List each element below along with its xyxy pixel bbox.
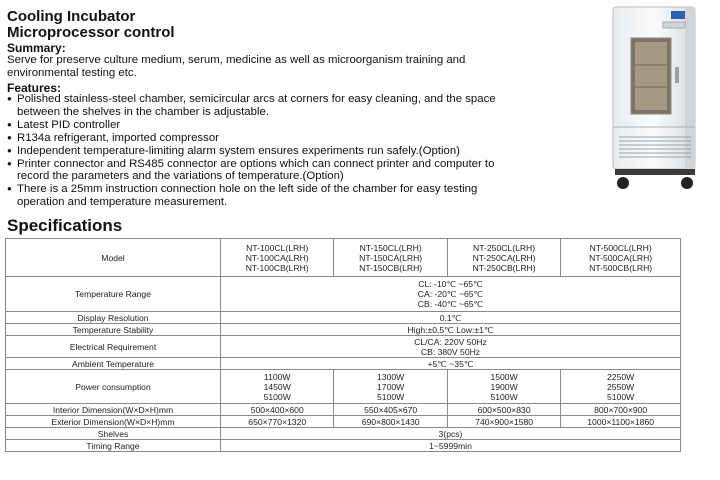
table-cell: 500×400×600 — [221, 404, 334, 416]
table-row — [6, 358, 681, 370]
table-cell: High:±0.5℃ Low:±1℃ — [221, 324, 681, 336]
table-cell: NT-500CL(LRH) NT-500CA(LRH) NT-500CB(LRH) — [561, 239, 681, 277]
table-row — [6, 416, 681, 428]
feature-item: ● Latest PID controller — [7, 119, 507, 132]
feature-item: ● Printer connector and RS485 connector are options which can connect printer and computer to record the parameters and the variations of temperature.(Option) — [7, 158, 507, 183]
table-row — [6, 312, 681, 324]
table-cell: NT-250CL(LRH) NT-250CA(LRH) NT-250CB(LRH) — [447, 239, 560, 277]
row-label: Interior Dimension(W×D×H)mm — [6, 404, 221, 416]
table-cell: 0.1℃ — [221, 312, 681, 324]
product-subtitle: Microprocessor control — [7, 24, 175, 41]
row-label: Shelves — [6, 428, 221, 440]
row-label: Exterior Dimension(W×D×H)mm — [6, 416, 221, 428]
table-cell: 1100W 1450W 5100W — [221, 370, 334, 404]
features-list — [7, 93, 507, 209]
table-row — [6, 440, 681, 452]
row-label: Display Resolution — [6, 312, 221, 324]
table-cell: 1300W 1700W 5100W — [334, 370, 447, 404]
table-row — [6, 370, 681, 404]
table-cell: 690×800×1430 — [334, 416, 447, 428]
table-cell: 600×500×830 — [447, 404, 560, 416]
table-row — [6, 324, 681, 336]
table-row — [6, 336, 681, 358]
table-cell: 1500W 1900W 5100W — [447, 370, 560, 404]
row-label: Electrical Requirement — [6, 336, 221, 358]
incubator-image — [601, 5, 703, 193]
table-cell: NT-100CL(LRH) NT-100CA(LRH) NT-100CB(LRH) — [221, 239, 334, 277]
row-label: Temperature Range — [6, 277, 221, 312]
table-cell: 3(pcs) — [221, 428, 681, 440]
specifications-heading: Specifications — [7, 216, 123, 235]
product-title: Cooling Incubator — [7, 8, 136, 25]
row-label: Power consumption — [6, 370, 221, 404]
row-label: Model — [6, 239, 221, 277]
summary-heading: Summary: — [7, 41, 66, 55]
table-cell: CL/CA: 220V 50Hz CB: 380V 50Hz — [221, 336, 681, 358]
row-label: Timing Range — [6, 440, 221, 452]
specifications-table — [5, 238, 681, 452]
table-cell: +5℃ ~35℃ — [221, 358, 681, 370]
feature-item: ● There is a 25mm instruction connection hole on the left side of the chamber for easy testing operation and temperature measurement. — [7, 183, 507, 208]
feature-item: ● Independent temperature-limiting alarm system ensures experiments run safely.(Option) — [7, 145, 507, 158]
table-row — [6, 277, 681, 312]
table-cell: 550×405×670 — [334, 404, 447, 416]
table-cell: 1000×1100×1860 — [561, 416, 681, 428]
row-label: Temperature Stability — [6, 324, 221, 336]
summary-text: Serve for preserve culture medium, serum, medicine as well as microorganism training and environmental testing etc. — [7, 54, 466, 79]
table-cell: 650×770×1320 — [221, 416, 334, 428]
table-row — [6, 239, 681, 277]
table-cell: 800×700×900 — [561, 404, 681, 416]
table-row — [6, 404, 681, 416]
table-cell: CL: -10℃ ~65℃ CA: -20℃ ~65℃ CB: -40℃ ~65℃ — [221, 277, 681, 312]
table-cell: 2250W 2550W 5100W — [561, 370, 681, 404]
row-label: Ambient Temperature — [6, 358, 221, 370]
features-heading: Features: — [7, 81, 62, 95]
table-cell: 740×900×1580 — [447, 416, 560, 428]
table-row — [6, 428, 681, 440]
feature-item: ● R134a refrigerant, imported compressor — [7, 132, 507, 145]
table-cell: NT-150CL(LRH) NT-150CA(LRH) NT-150CB(LRH) — [334, 239, 447, 277]
table-cell: 1~5999min — [221, 440, 681, 452]
feature-item: ● Polished stainless-steel chamber, semicircular arcs at corners for easy cleaning, and the space between the shelves in the chamber is adjustable. — [7, 93, 507, 118]
